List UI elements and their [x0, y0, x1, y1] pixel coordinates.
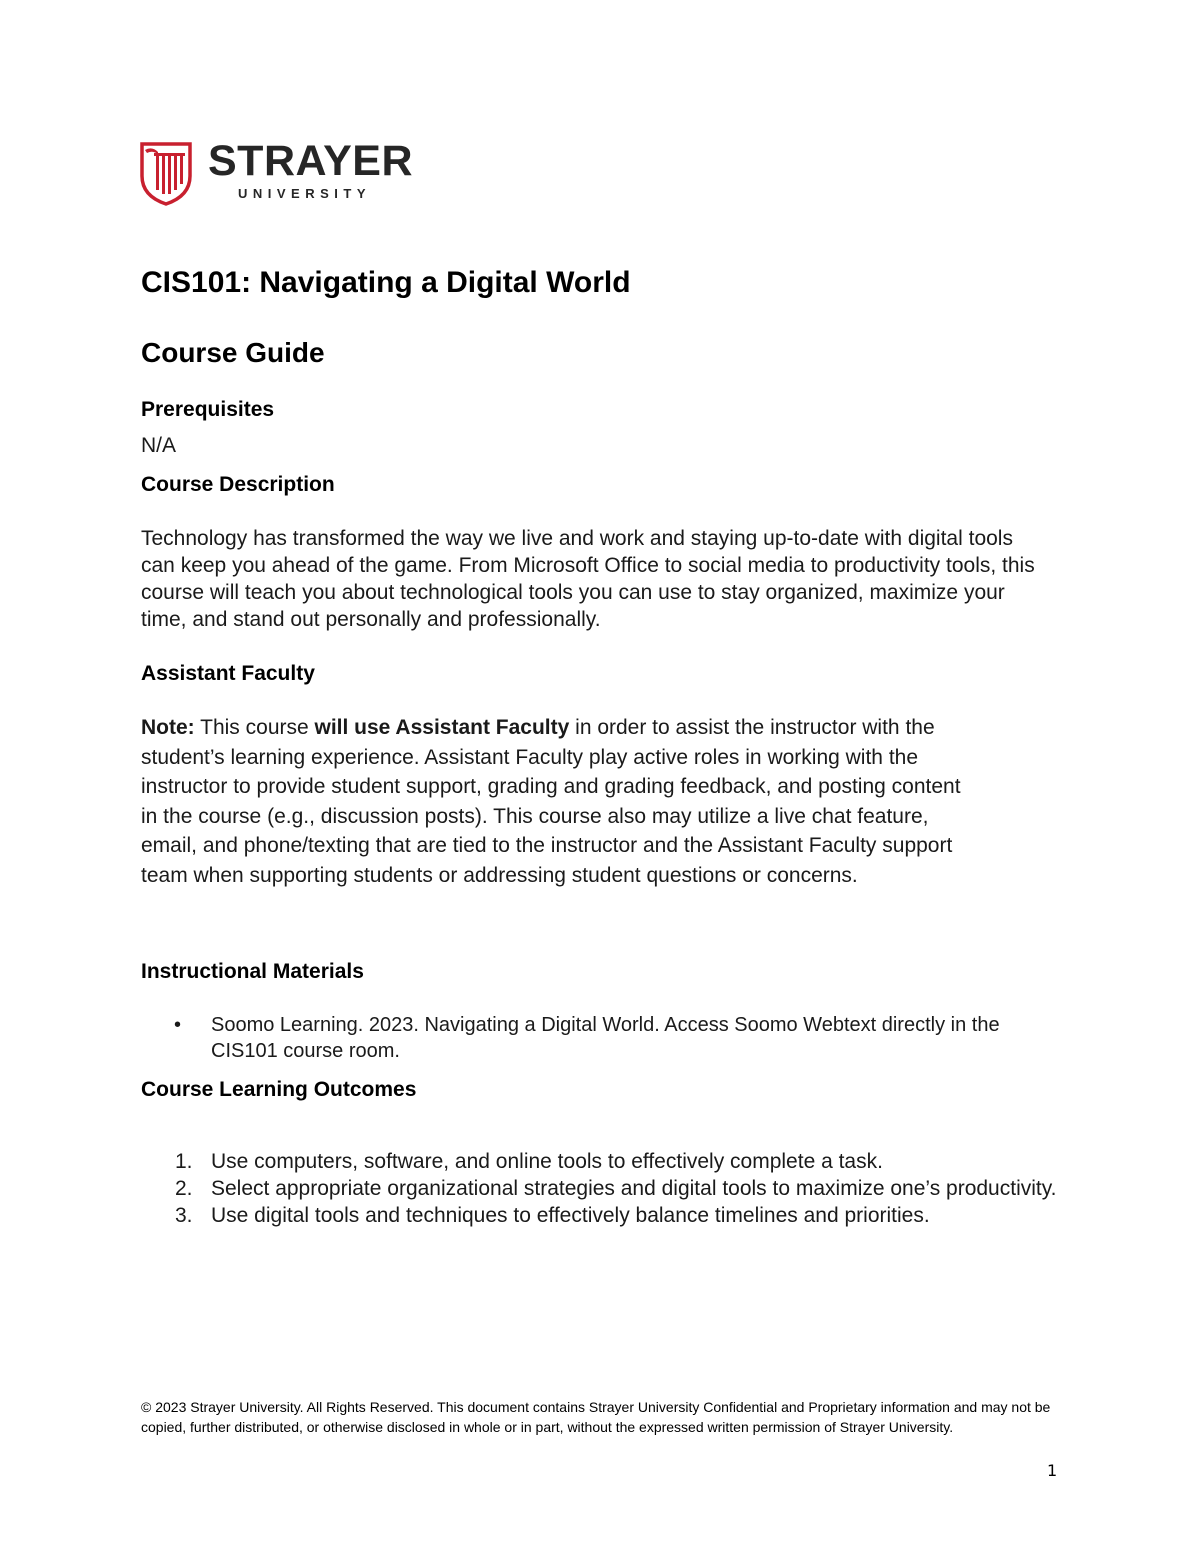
- note-bold-phrase: will use Assistant Faculty: [314, 716, 570, 739]
- list-item-text: Use computers, software, and online tools to effectively complete a task.: [211, 1150, 883, 1173]
- list-item-number: 2.: [175, 1177, 193, 1200]
- prerequisites-heading: Prerequisites: [141, 398, 275, 421]
- document-title: CIS101: Navigating a Digital World: [141, 266, 631, 299]
- list-item-text: Use digital tools and techniques to effectively balance timelines and priorities.: [211, 1204, 930, 1227]
- list-item-text: Select appropriate organizational strategies and digital tools to maximize one’s productivity.: [211, 1177, 1057, 1200]
- note-label: Note:: [141, 716, 195, 739]
- list-item: [141, 1175, 1061, 1202]
- logo-wordmark: STRAYER: [208, 137, 414, 185]
- page-number: 1: [1047, 1461, 1058, 1480]
- logo-subword: UNIVERSITY: [238, 186, 372, 201]
- bullet-icon: •: [174, 1014, 182, 1036]
- list-item-number: 1.: [175, 1150, 193, 1173]
- list-item-text: Soomo Learning. 2023. Navigating a Digital World. Access Soomo Webtext directly in the CIS101 course room.: [211, 1014, 1000, 1062]
- document-subtitle: Course Guide: [141, 337, 325, 368]
- learning-outcomes-heading: Course Learning Outcomes: [141, 1078, 417, 1101]
- course-description-heading: Course Description: [141, 473, 335, 496]
- strayer-university-logo: [140, 138, 440, 208]
- assistant-faculty-text: [141, 713, 981, 890]
- copyright-footer: © 2023 Strayer University. All Rights Reserved. This document contains Strayer University Confidential and Proprietary information and may not be copied, further distributed, or otherwise disclosed in whole or in part, without the expressed written permission of Strayer University.: [141, 1399, 1051, 1435]
- note-text-before: This course: [194, 716, 315, 739]
- list-item: [141, 1148, 1061, 1175]
- list-item-number: 3.: [175, 1204, 193, 1227]
- prerequisites-value: N/A: [141, 434, 177, 457]
- list-item: [141, 1202, 1061, 1229]
- shield-logo-icon: [140, 140, 192, 206]
- learning-outcomes-list: [141, 1148, 1061, 1229]
- course-description-text: Technology has transformed the way we live and work and staying up-to-date with digital tools can keep you ahead of the game. From Microsoft Office to social media to productivity tools, this course will teach you about technological tools you can use to stay organized, maximize your time, and stand out personally and professionally.: [141, 527, 1035, 631]
- list-item: [141, 1012, 1041, 1064]
- instructional-materials-heading: Instructional Materials: [141, 960, 364, 983]
- instructional-materials-list: [141, 1012, 1041, 1064]
- assistant-faculty-heading: Assistant Faculty: [141, 662, 315, 685]
- note-text-after: in order to assist the instructor with the student’s learning experience. Assistant Faculty play active roles in working with the instructor to provide student support, grading and grading feedback, and posting content in the course (e.g., discussion posts). This course also may utilize a live chat feature, email, and phone/texting that are tied to the instructor and the Assistant Faculty support team when supporting students or addressing student questions or concerns.: [141, 716, 961, 887]
